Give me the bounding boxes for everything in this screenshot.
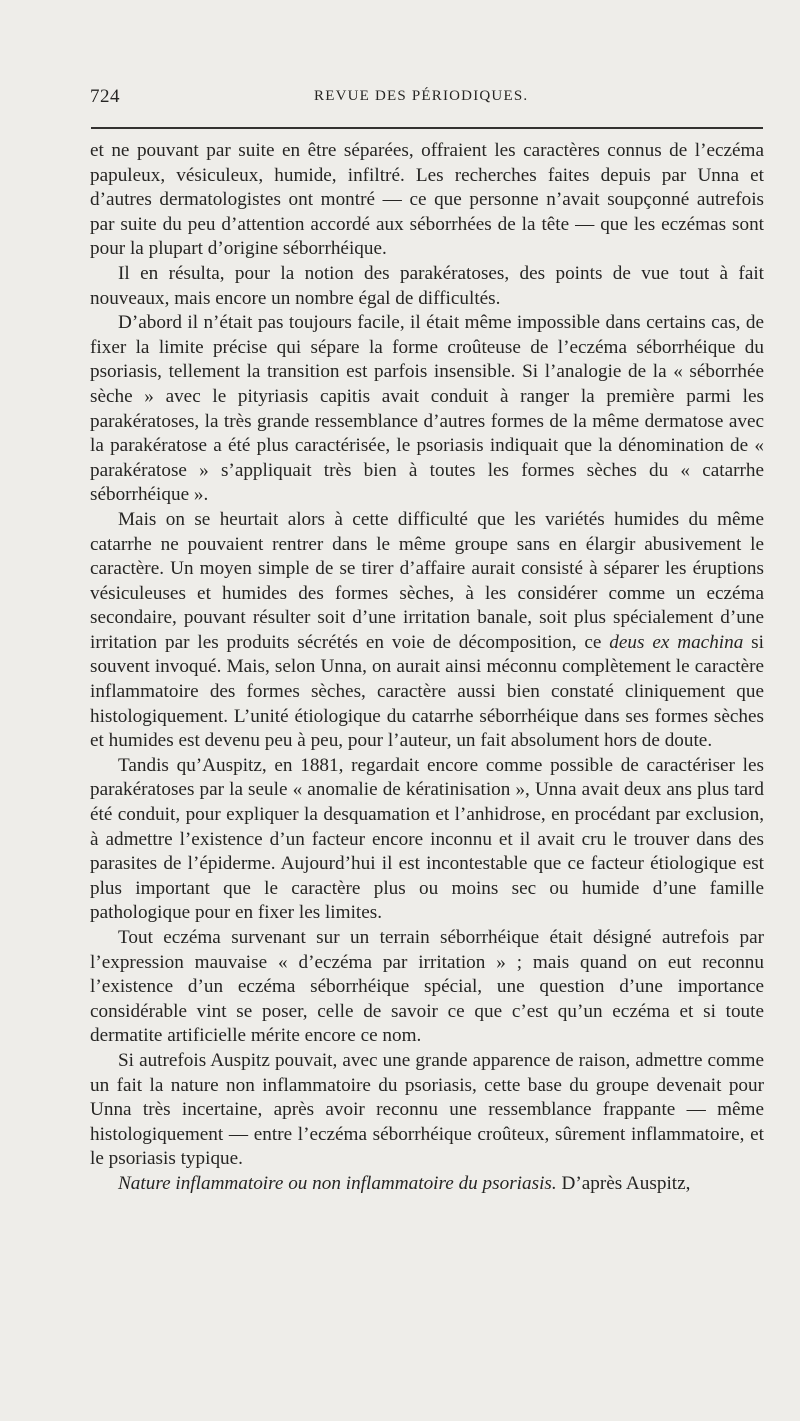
- running-title: REVUE DES PÉRIODIQUES.: [314, 88, 529, 104]
- section-heading: Nature inflammatoire ou non inflammatoire du psoriasis.: [118, 1172, 557, 1194]
- paragraph: D’abord il n’était pas toujours facile, il était même impossible dans certains cas, de fixer la limite précise qui sépare la forme croûteuse de l’eczéma séborrhéique du psoriasis, tellement la transition est parfois insensible. Si l’analogie de la « séborrhée sèche » avec le pityriasis capitis avait conduit à ranger la première parmi les parakératoses, la très grande ressemblance d’autres formes de la même dermatose avec la parakératose a été plus caractérisée, le psoriasis indiquait que la dénomination de « parakératose » s’appliquait très bien à toutes les formes sèches du « catarrhe séborrhéique ».: [90, 312, 764, 506]
- italic-phrase: deus ex machina: [609, 631, 744, 653]
- header-rule: [91, 127, 763, 129]
- page-number: 724: [90, 86, 120, 107]
- paragraph: et ne pouvant par suite en être séparées, offraient les caractères connus de l’eczéma papuleux, vésiculeux, humide, infiltré. Les recherches faites depuis par Unna et d’autres dermatologistes ont montré — ce que personne n’avait soupçonné autrefois par suite du peu d’attention accordé aux séborrhées de la tête — que les eczémas sont pour la plupart d’origine séborrhéique.: [90, 140, 764, 260]
- paragraph: Tout eczéma survenant sur un terrain séborrhéique était désigné autrefois par l’expression mauvaise « d’eczéma par irritation » ; mais quand on eut reconnu l’existence d’un eczéma séborrhéique spécial, une question d’une importance considérable vint se poser, celle de savoir ce que c’est qu’un eczéma et si toute dermatite artificielle mérite encore ce nom.: [90, 927, 764, 1047]
- paragraph: Si autrefois Auspitz pouvait, avec une grande apparence de raison, admettre comme un fait la nature non inflammatoire du psoriasis, cette base du groupe devenait pour Unna très incertaine, après avoir reconnu une ressemblance frappante — même histologiquement — entre l’eczéma séborrhéique croûteux, sûrement inflammatoire, et le psoriasis typique.: [90, 1049, 764, 1170]
- article-body: [90, 139, 764, 1197]
- paragraph: [90, 508, 764, 754]
- paragraph-text: si souvent invoqué. Mais, selon Unna, on aurait ainsi méconnu complètement le caractère inflammatoire des formes sèches, caractère aussi bien constaté cliniquement que histologiquement. L’unité étiologique du catarrhe séborrhéique dans ses formes sèches et humides est devenu peu à peu, pour l’auteur, un fait absolument hors de doute.: [90, 631, 764, 752]
- paragraph-text: D’après Auspitz,: [556, 1172, 691, 1194]
- paragraph-text: Mais on se heurtait alors à cette difficulté que les variétés humides du même catarrhe ne pouvaient rentrer dans le même groupe sans en élargir abusivement le caractère. Un moyen simple de se tirer d’affaire aurait consisté à séparer les éruptions vésiculeuses et humides des formes sèches, à les considérer comme un eczéma secondaire, pouvant résulter soit d’une irritation banale, soit plus spécialement d’une irritation par les produits sécrétés en voie de décomposition, ce: [90, 508, 764, 653]
- paragraph: Il en résulta, pour la notion des parakératoses, des points de vue tout à fait nouveaux, mais encore un nombre égal de difficultés.: [90, 262, 764, 309]
- paragraph: Tandis qu’Auspitz, en 1881, regardait encore comme possible de caractériser les parakératoses par la seule « anomalie de kératinisation », Unna avait deux ans plus tard été conduit, pour expliquer la desquamation et l’anhidrose, en procédant par exclusion, à admettre l’existence d’un facteur encore inconnu et il avait cru le trouver dans des parasites de l’épiderme. Aujourd’hui il est incontestable que ce facteur étiologique est plus important que le caractère plus ou moins sec ou humide d’une famille pathologique pour en fixer les limites.: [90, 754, 764, 924]
- paragraph: [90, 1172, 764, 1197]
- page-header: [90, 86, 762, 112]
